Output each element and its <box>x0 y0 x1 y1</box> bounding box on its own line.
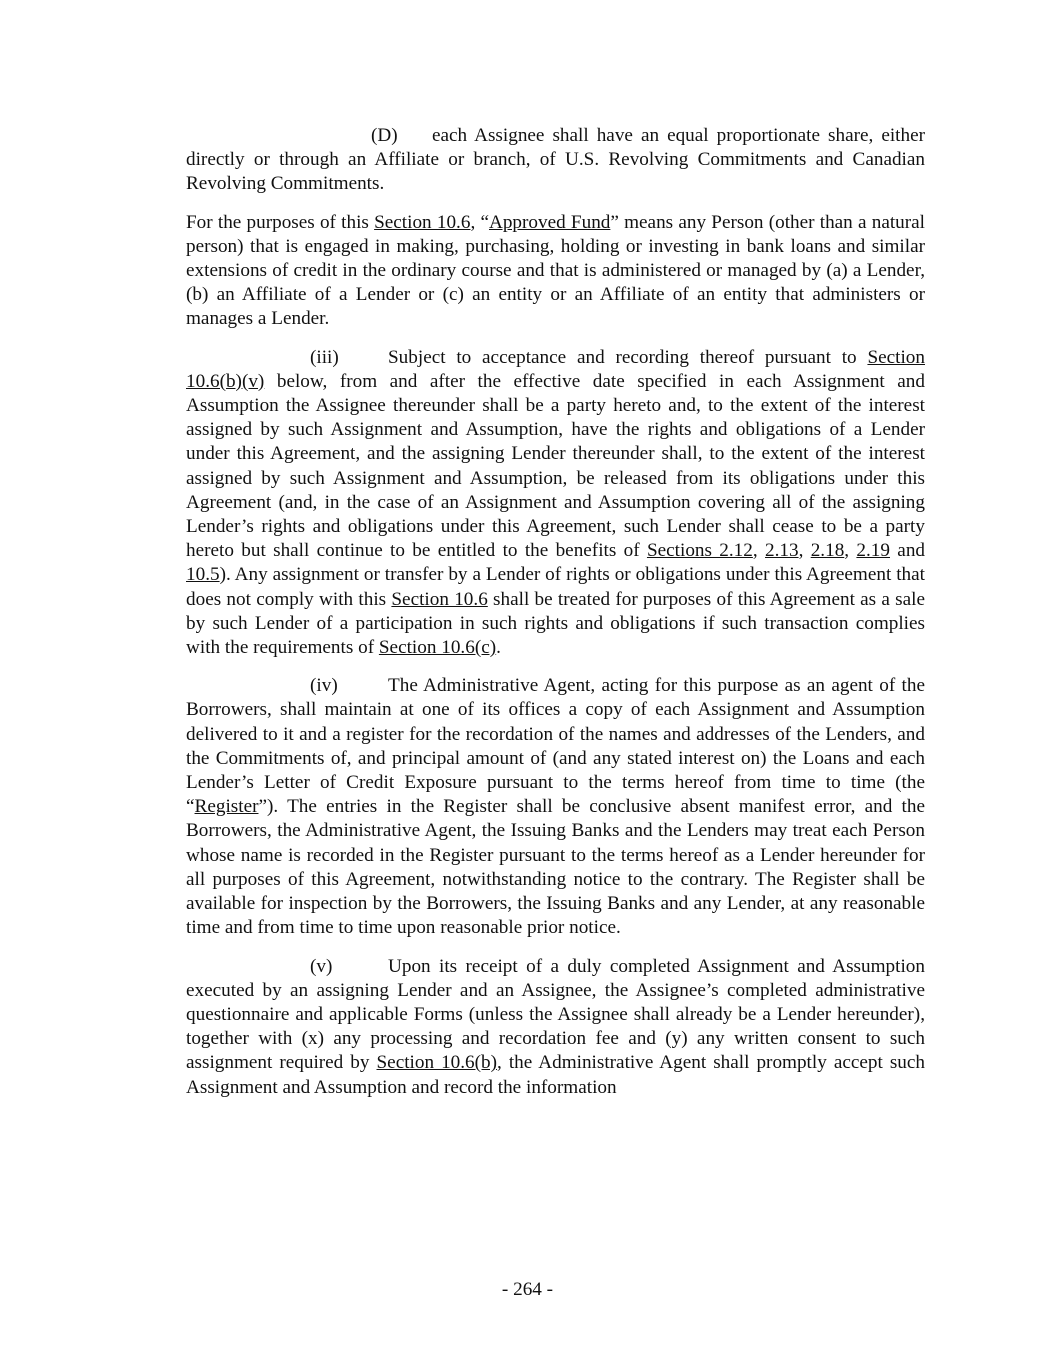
text-run: The Administrative Agent, acting for this purpose as an agent of the Borrowers, shall maintain at one of its offices a copy of each Assignment and Assumption delivered to it and a register for the recordation of the names and addresses of the Lenders, and the Commitments of, and principal amount of (and any stated interest on) the Loans and each Lender’s Letter of Credit Exposure pursuant to the terms hereof from time to time (the “ <box>186 675 925 818</box>
text-run: below, from and after the effective date specified in each Assignment and Assumption the Assignee thereunder shall be a party hereto and, to the extent of the interest assigned by such Assignment and Assumption, have the rights and obligations of a Lender under this Agreement, and the assigning Lender thereunder shall, to the extent of the interest assigned by such Assignment and Assumption, be released from its obligations under this Agreement (and, in the case of an Assignment and Assumption covering all of the assigning Lender’s rights and obligations under this Agreement, such Lender shall cease to be a party hereto but shall continue to be entitled to the benefits of <box>186 370 925 562</box>
section-ref-10-6-c: Section 10.6(c) <box>378 637 497 659</box>
clause-label: (iii) <box>310 346 339 368</box>
page-number: - 264 - <box>501 1279 554 1300</box>
text-run: Upon its receipt of a duly completed Assignment and Assumption executed by an assigning Lender and an Assignee, the Assignee’s completed administrative questionnaire and applicable Forms (unless the Assignee shall already be a Lender hereunder), together with (x) any processing and recordation fee and (y) any written consent to such assignment required by <box>186 955 925 1074</box>
paragraph-approved-fund <box>186 211 925 332</box>
defined-term-register: Register <box>194 796 259 818</box>
text-run: , <box>798 540 811 562</box>
defined-term-approved-fund: Approved Fund <box>488 211 611 233</box>
text-run: For the purposes of this <box>186 211 375 233</box>
section-ref-10-6: Section 10.6 <box>374 211 471 233</box>
section-ref-10-6-b: Section 10.6(b) <box>376 1052 498 1074</box>
section-ref-2-12: Sections 2.12 <box>646 540 753 562</box>
paragraph-d <box>186 124 925 197</box>
section-ref-10-5: 10.5 <box>186 564 220 586</box>
text-run: and <box>889 540 926 562</box>
text-run: shall be treated for purposes of this Agreement as a sale by such Lender of a participation in such rights and obligations if such transaction complies with the requirements of <box>186 588 926 659</box>
paragraph-text: each Assignee shall have an equal proportionate share, either directly or through an Affiliate or branch, of U.S. Revolving Commitments and Canadian Revolving Commitments. <box>186 125 925 195</box>
text-run: . <box>496 637 501 659</box>
clause-label: (v) <box>310 955 333 977</box>
section-ref-10-6: Section 10.6 <box>391 588 488 610</box>
clause-label: (D) <box>371 125 398 146</box>
section-ref-2-13: 2.13 <box>765 540 799 562</box>
clause-label: (iv) <box>310 675 338 697</box>
paragraph-iii <box>186 346 925 661</box>
text-run: , <box>844 540 857 562</box>
section-ref-10-6-b-v: Section 10.6(b)(v) <box>186 346 925 392</box>
section-ref-2-19: 2.19 <box>856 540 890 562</box>
paragraph-iv <box>186 674 925 940</box>
paragraph-v <box>186 955 925 1100</box>
text-run: ”). The entries in the Register shall be conclusive absent manifest error, and the Borrowers, the Administrative Agent, the Issuing Banks and the Lenders may treat each Person whose name is recorded in the Register pursuant to the terms hereof as a Lender hereunder for all purposes of this Agreement, notwithstanding notice to the contrary. The Register shall be available for inspection by the Borrowers, the Issuing Banks and any Lender, at any reasonable time and from time to time upon reasonable prior notice. <box>186 796 925 939</box>
section-ref-2-18: 2.18 <box>810 540 845 562</box>
text-run: , <box>752 540 765 562</box>
text-run: Subject to acceptance and recording thereof pursuant to <box>388 346 868 368</box>
text-run: ). Any assignment or transfer by a Lender of rights or obligations under this Agreement that does not comply with this <box>186 564 925 610</box>
document-page <box>186 124 925 1114</box>
text-run: , the Administrative Agent shall promptly accept such Assignment and Assumption and record the information <box>186 1052 925 1098</box>
text-run: ” means any Person (other than a natural person) that is engaged in making, purchasing, holding or investing in bank loans and similar extensions of credit in the ordinary course and that is administered or managed by (a) a Lender, (b) an Affiliate of a Lender or (c) an entity or an Affiliate of an entity that administers or manages a Lender. <box>186 211 925 330</box>
text-run: , “ <box>470 211 489 233</box>
